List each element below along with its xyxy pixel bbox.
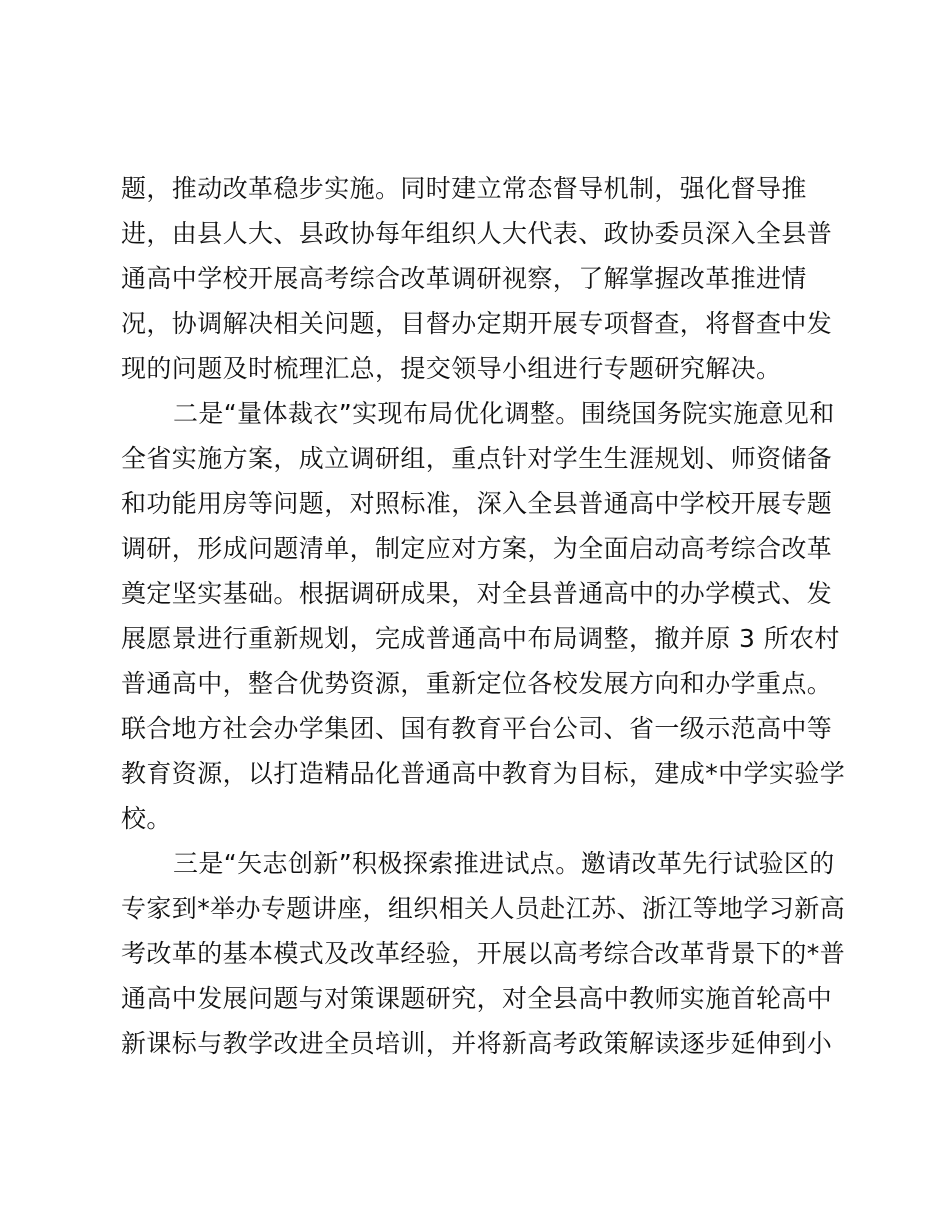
text-line: 全省实施方案，成立调研组，重点针对学生生涯规划、师资储备 — [121, 444, 833, 473]
text-line: 进，由县人大、县政协每年组织人大代表、政协委员深入全县普 — [121, 219, 833, 248]
text-line: 奠定坚实基础。根据调研成果，对全县普通高中的办学模式、发 — [121, 579, 833, 608]
paragraph-first-line: 二是“量体裁衣”实现布局优化调整。围绕国务院实施意见和 — [173, 399, 835, 428]
text-line: 题，推动改革稳步实施。同时建立常态督导机制，强化督导推 — [121, 174, 807, 203]
text-line: 考改革的基本模式及改革经验，开展以高考综合改革背景下的*普 — [121, 939, 846, 968]
text-line: 通高中学校开展高考综合改革调研视察，了解掌握改革推进情 — [121, 264, 807, 293]
text-line: 普通高中，整合优势资源，重新定位各校发展方向和办学重点。 — [121, 669, 833, 698]
text-line: 新课标与教学改进全员培训，并将新高考政策解读逐步延伸到小 — [121, 1029, 833, 1058]
text-line: 校。 — [121, 804, 172, 833]
document-body — [121, 166, 846, 1066]
text-line: 调研，形成问题清单，制定应对方案，为全面启动高考综合改革 — [121, 534, 833, 563]
text-line: 通高中发展问题与对策课题研究，对全县高中教师实施首轮高中 — [121, 984, 833, 1013]
text-line: 联合地方社会办学集团、国有教育平台公司、省一级示范高中等 — [121, 714, 833, 743]
text-line: 展愿景进行重新规划，完成普通高中布局调整，撤并原 3 所农村 — [121, 624, 840, 653]
text-line: 教育资源，以打造精品化普通高中教育为目标，建成*中学实验学 — [121, 759, 846, 788]
text-line: 现的问题及时梳理汇总，提交领导小组进行专题研究解决。 — [121, 354, 782, 383]
text-line: 况，协调解决相关问题，目督办定期开展专项督查，将督查中发 — [121, 309, 833, 338]
text-line: 专家到*举办专题讲座，组织相关人员赴江苏、浙江等地学习新高 — [121, 894, 846, 923]
text-line: 和功能用房等问题，对照标准，深入全县普通高中学校开展专题 — [121, 489, 833, 518]
paragraph-first-line: 三是“矢志创新”积极探索推进试点。邀请改革先行试验区的 — [173, 849, 835, 878]
